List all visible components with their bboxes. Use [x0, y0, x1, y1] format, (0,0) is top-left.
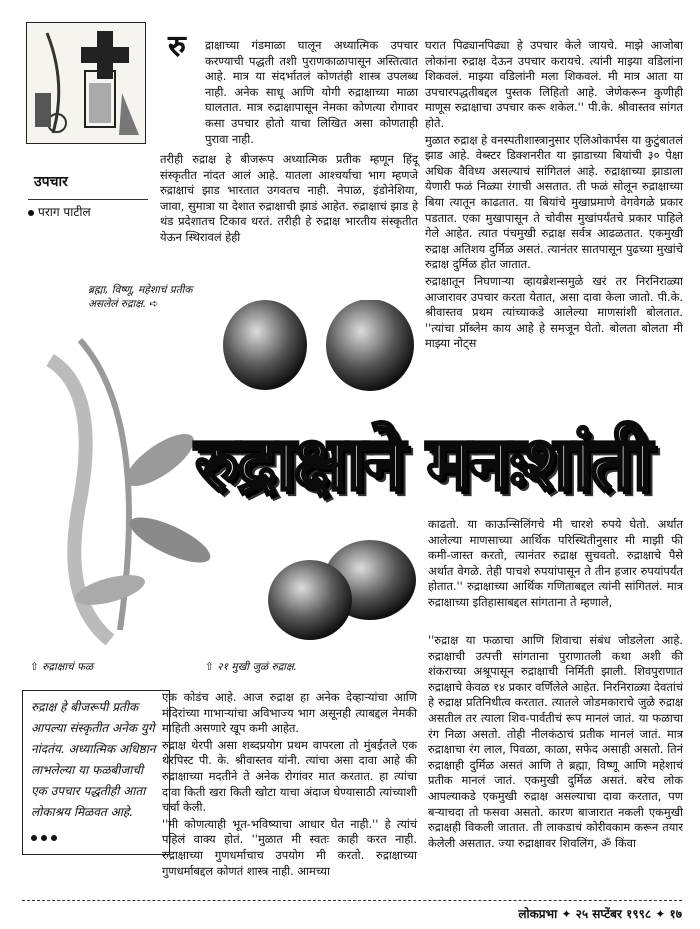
category-label: उपचार	[34, 174, 68, 190]
column-1-continued	[160, 152, 418, 247]
arrow-right-icon: ➪	[149, 298, 159, 310]
arrow-up-icon: ⇧	[205, 661, 214, 673]
page-footer: लोकप्रभा ✦ २५ सप्टेंबर १९९८ ✦ १७	[22, 900, 682, 922]
paragraph: ''रुद्राक्ष या फळाचा आणि शिवाचा संबंध जोडलेला आहे. रुद्राक्षाची उत्पत्ती सांगताना पुराणातली कथा अशी की शंकराच्या अश्रूपासून रुद्राक्षाची निर्मिती झाली. शिवपुराणात रुद्राक्षाचे केवळ १४ प्रकार वर्णिलेले आहेत. निरनिराळ्या देवतांचं हे रुद्राक्ष प्रतिनिधीत्व करतात. त्यातले जोडमकाराचे जुळे रुद्राक्ष असतील तर त्याला शिव-पार्वतीचं रूप मानलं जातं. या फळाचा रंग निळा असतो. तोही नीलकंठाचं प्रतीक मानलं जातं. मात्र रुद्राक्षाचा रंग लाल, पिवळा, काळा, सफेद असाही असतो. तिनं रुद्राक्षाही दुर्मिळ असतं आणि ते ब्रह्मा, विष्णू आणि महेशाचं प्रतीक मानलं जातं. एकमुखी दुर्मिळ असतं. बरेच लोक आपल्याकडे एकमुखी रुद्राक्ष असल्याचा दावा करतात, पण बऱ्याचदा तो फसवा असतो. कारण बाजारात नकली एकमुखी रुद्राक्षही विकली जातात. ती लाकडाचं कोरीवकाम करून तयार केलेली असतात. ज्या रुद्राक्षावर शिवलिंग, ॐ किंवा	[428, 633, 683, 850]
caption-fruit	[30, 660, 155, 674]
bullet-dot-icon	[28, 210, 34, 216]
column-2-quote	[428, 633, 683, 852]
paragraph: तरीही रुद्राक्ष हे बीजरूप अध्यात्मिक प्रतीक म्हणून हिंदू संस्कृतीत नांदत आलं आहे. यातला आश्चर्याचा भाग म्हणजे रुद्राक्षाचं झाड भारतात उगवतच नाही. नेपाळ, इंडोनेशिया, जावा, सुमात्रा या देशात रुद्राक्षाची झाडं आहेत. रुद्राक्षाचं झाड हे थंड प्रदेशातच टिकाव धरतं. तरीही हे रुद्राक्ष भारतीय संस्कृतीत येऊन स्थिरावलं हेही	[160, 152, 418, 244]
page-number: १७	[669, 907, 682, 921]
bullet-dot-icon	[51, 835, 57, 841]
paragraph: घरात पिढ्यानपिढ्या हे उपचार केले जायचे. माझे आजोबा लोकांना रुद्राक्ष देऊन उपचार करायचे. त्यांनी माझ्या वडिलांना शिकवलं. माझ्या वडिलांनी मला शिकवलं. मी मात्र आता या उपचारपद्धतीबद्दल पुस्तक लिहितो आहे. जेणेकरून कुणीही माणूस रुद्राक्षाचा उपचार करू शकेल.'' पी.के. श्रीवास्तव सांगत होते.	[425, 38, 683, 130]
drop-cap: रु	[168, 29, 186, 64]
paragraph: काढतो. या काऊन्सिलिंगचे मी चारशे रुपये घेतो. अर्थात आलेल्या माणसाच्या आर्थिक परिस्थितीनुसार मी माझी फी कमी-जास्त करतो, त्यानंतर रुद्राक्ष सुचवतो. रुद्राक्षाचे पैसे अर्थात वेगळे. तेही पाचशे रुपयांपासून ते तीन हजार रुपयांपर्यंत होतात.'' रुद्राक्षाच्या आर्थिक गणिताबद्दल त्यांनी सांगितलं. मात्र रुद्राक्षाच्या इतिहासाबद्दल सांगताना ते म्हणाले,	[428, 517, 683, 609]
column-2-top	[425, 38, 683, 353]
column-1-top	[205, 38, 418, 148]
arrow-up-icon: ⇧	[30, 661, 39, 673]
paragraph: रुद्राक्षातून निघणाऱ्या व्हायब्रेशन्समुळे खरं तर निरनिराळ्या आजारावर उपचार करता येतात, असा दावा केला जातो. पी.के. श्रीवास्तव प्रथम त्यांच्याकडे आलेल्या माणसांशी बोलतात. ''त्यांचा प्रॉब्लेम काय आहे हे समजून घेतो. बोलता बोलता मी माझ्या नोट्स	[425, 273, 683, 351]
column-2-middle	[428, 517, 683, 612]
magazine-name: लोकप्रभा	[518, 907, 558, 921]
paragraph: एक कोडंच आहे. आज रुद्राक्ष हा अनेक देव्हाऱ्यांचा आणि मंदिरांच्या गाभाऱ्यांचा अविभाज्य भाग असूनही त्याबद्दल नेमकी माहिती असणारे खूप कमी आहेत.	[162, 690, 417, 736]
bullet-dots	[31, 827, 161, 848]
bullet-dot-icon	[31, 835, 37, 841]
author-byline	[28, 199, 148, 220]
pull-quote-text: रुद्राक्ष हे बीजरूपी प्रतीक आपल्या संस्कृतीत अनेक युगे नांदतंय. अध्यात्मिक अधिष्ठान लाभलेल्या या फळबीजाची एक उपचार पद्धतीही आता लोकाश्रय मिळवत आहे.	[31, 700, 156, 819]
caption-21-mukhi	[205, 660, 405, 674]
medical-illustration	[26, 22, 146, 144]
paragraph: मुळात रुद्राक्ष हे वनस्पतीशास्त्रानुसार एलिओकार्पस या कुटुंबातलं झाड आहे. वेब्स्टर डिक्शनरीत या झाडाच्या बियांची ३० पेक्षा अधिक वैविध्य असल्याचं सांगितलं आहे. रुद्राक्षाच्या झाडाला येणारी फळं निळ्या रंगाची असतात. ती फळं सोलून रुद्राक्षाच्या बिया त्यातून काढतात. या बियांचे मुखाप्रमाणे वेगवेगळे प्रकार पडतात. एका मुखापासून ते चोवीस मुखांपर्यंतचे प्रकार पाहिले गेले आहेत. त्यात पंचमुखी रुद्राक्ष सर्वत्र आढळतात. एकमुखी रुद्राक्ष अतिशय दुर्मिळ असतं. त्यानंतर सातपासून पुढच्या मुखांचे रुद्राक्ष दुर्मिळ होत जातात.	[425, 132, 683, 272]
pull-quote-box	[22, 690, 170, 855]
article-headline: रुद्राक्षाने मनःशांती	[195, 421, 650, 507]
paragraph: रुद्राक्ष थेरपी असा शब्दप्रयोग प्रथम वापरला तो मुंबईतले एक थेरपिस्ट पी. के. श्रीवास्तव यांनी. त्यांचा असा दावा आहे की रुद्राक्षाच्या मदतीने ते अनेक रोगांवर मात करतात. हा त्यांचा दावा किती खरा किती खोटा याचा अंदाज घेण्यासाठी त्यांच्याशी चर्चा केली.	[162, 737, 417, 815]
paragraph: ''मी कोणत्याही भूत-भविष्याचा आधार घेत नाही.'' हे त्यांचं पहिलं वाक्य होतं. ''मुळात मी स्वतः काही करत नाही. रुद्राक्षाच्या गुणधर्माचाच उपयोग मी करतो. रुद्राक्षाच्या गुणधर्माबद्दल कोणतं शास्त्र नाही. आमच्या	[162, 816, 417, 878]
caption-text: ब्रह्मा, विष्णू, महेशाचं प्रतीक असलेलं रुद्राक्ष.	[88, 284, 193, 310]
caption-text: २१ मुखी जुळं रुद्राक्ष.	[217, 661, 297, 673]
column-middle-bottom	[162, 690, 417, 880]
caption-text: रुद्राक्षाचं फळ	[42, 661, 94, 673]
medical-cross-icon	[27, 23, 145, 143]
author-name: पराग पाटील	[38, 205, 91, 219]
bullet-dot-icon	[41, 835, 47, 841]
paragraph: द्राक्षाच्या गंडमाळा घालून अध्यात्मिक उपचार करण्याची पद्धती तशी पुराणकाळापासून अस्तित्वात आहे. मात्र या संदर्भातलं कोणतंही शास्त्र उपलब्ध नाही. अनेक साधू आणि योगी रुद्राक्षाच्या माळा घालतात. मात्र रुद्राक्षापासून नेमका कोणत्या रोगावर कसा उपचार होतो याचा लिखित असा कोणताही पुरावा नाही.	[205, 38, 418, 146]
issue-date: २५ सप्टेंबर १९९८	[575, 907, 652, 921]
